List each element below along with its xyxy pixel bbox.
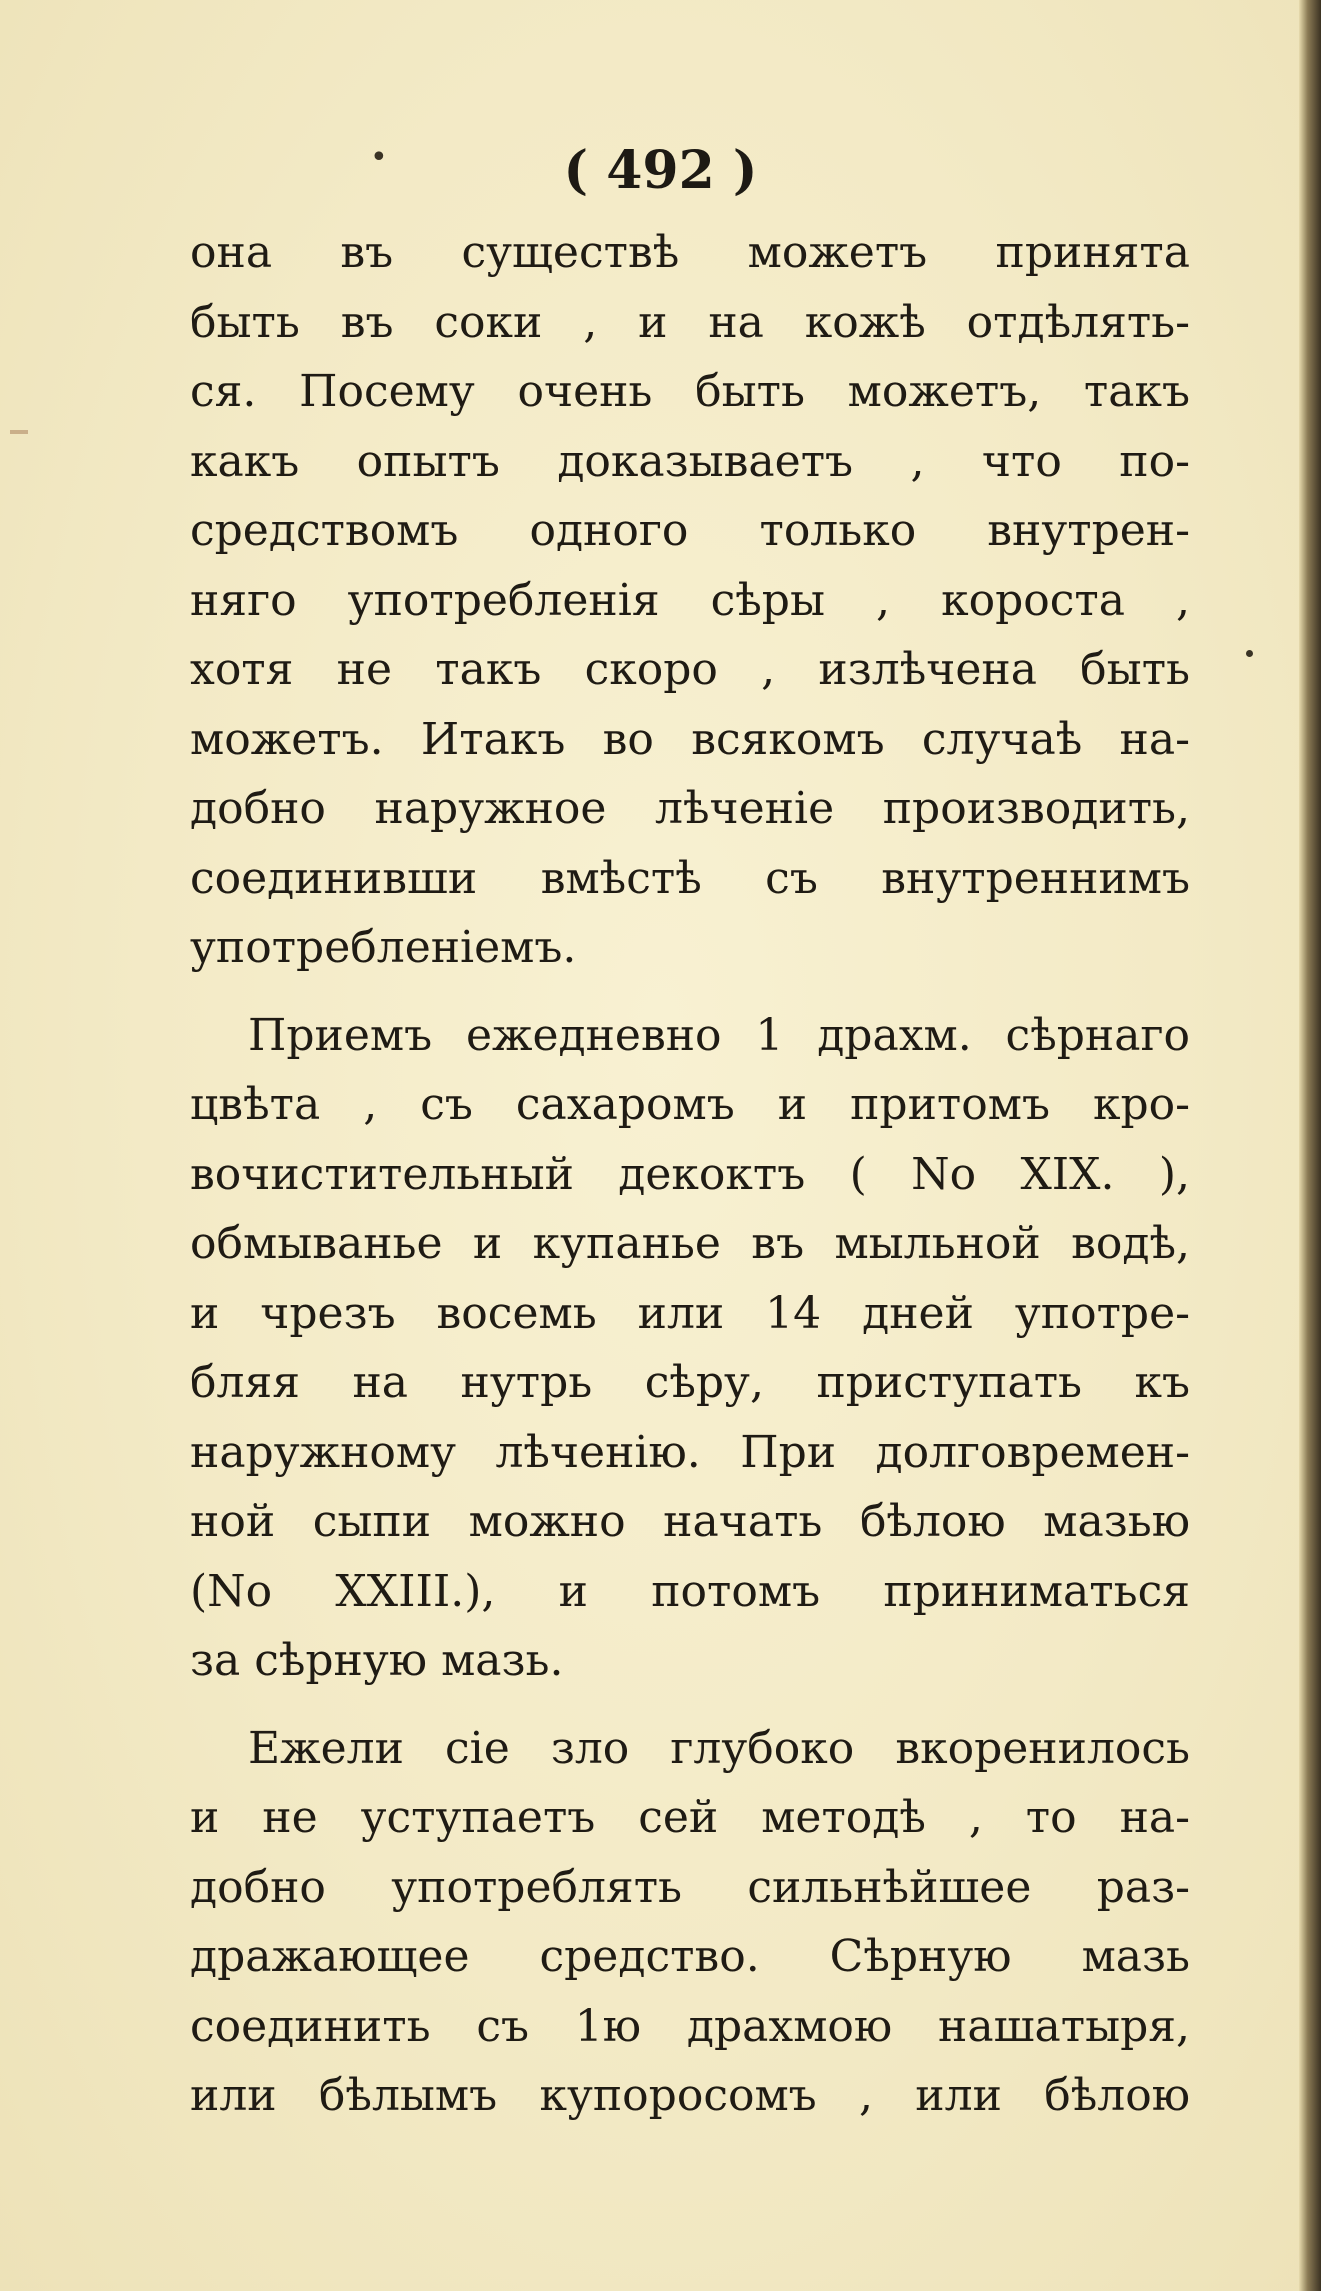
text-line: ной сыпи можно начать бѣлою мазью (190, 1496, 1190, 1547)
page-edge-shadow (1299, 0, 1321, 2291)
body-text (190, 218, 1190, 2131)
margin-mark (10, 430, 28, 434)
text-line: наружному лѣченію. При долговремен- (190, 1426, 1190, 1478)
text-line: бляя на нутрь сѣру, приступать къ (190, 1357, 1190, 1408)
page-number: ( 492 ) (563, 140, 758, 201)
text-line: и чрезъ восемь или 14 дней употре- (190, 1287, 1190, 1339)
text-line: добно наружное лѣченіе производить, (190, 783, 1190, 834)
ink-speck: • (370, 140, 388, 175)
text-line: Ежели сіе зло глубоко вкоренилось (248, 1722, 1190, 1774)
text-line: соединивши вмѣстѣ съ внутреннимъ (190, 852, 1190, 904)
text-line: и не уступаетъ сей методѣ , то на- (190, 1792, 1190, 1843)
text-line: за сѣрную мазь. (190, 1635, 564, 1686)
text-line: (No XXIII.), и потомъ приниматься (190, 1565, 1190, 1617)
text-line: дражающее средство. Сѣрную мазь (190, 1931, 1190, 1982)
text-line: цвѣта , съ сахаромъ и притомъ кро- (190, 1079, 1190, 1130)
text-line: средствомъ одного только внутрен- (190, 505, 1190, 556)
text-line: няго употребленія сѣры , короста , (190, 574, 1190, 626)
text-line: хотя не такъ скоро , излѣчена быть (190, 644, 1190, 695)
text-line: ся. Посему очень быть можетъ, такъ (190, 366, 1190, 417)
text-line: вочистительный декоктъ ( No XIX. ), (190, 1148, 1190, 1200)
text-line: быть въ соки , и на кожѣ отдѣлять- (190, 296, 1190, 348)
text-line: добно употреблять сильнѣйшее раз- (190, 1861, 1190, 1913)
text-line: какъ опытъ доказываетъ , что по- (190, 435, 1190, 487)
text-line: можетъ. Итакъ во всякомъ случаѣ на- (190, 713, 1190, 765)
text-line: она въ существѣ можетъ принята (190, 227, 1190, 278)
text-line: или бѣлымъ купоросомъ , или бѣлою (190, 2070, 1190, 2121)
text-line: соединить съ 1ю драхмою нашатыря, (190, 2000, 1190, 2052)
ink-dot (1246, 650, 1253, 657)
text-line: обмыванье и купанье въ мыльной водѣ, (190, 1218, 1190, 1269)
text-line: Приемъ ежедневно 1 драхм. сѣрнаго (248, 1009, 1190, 1061)
text-line: употребленіемъ. (190, 922, 577, 973)
